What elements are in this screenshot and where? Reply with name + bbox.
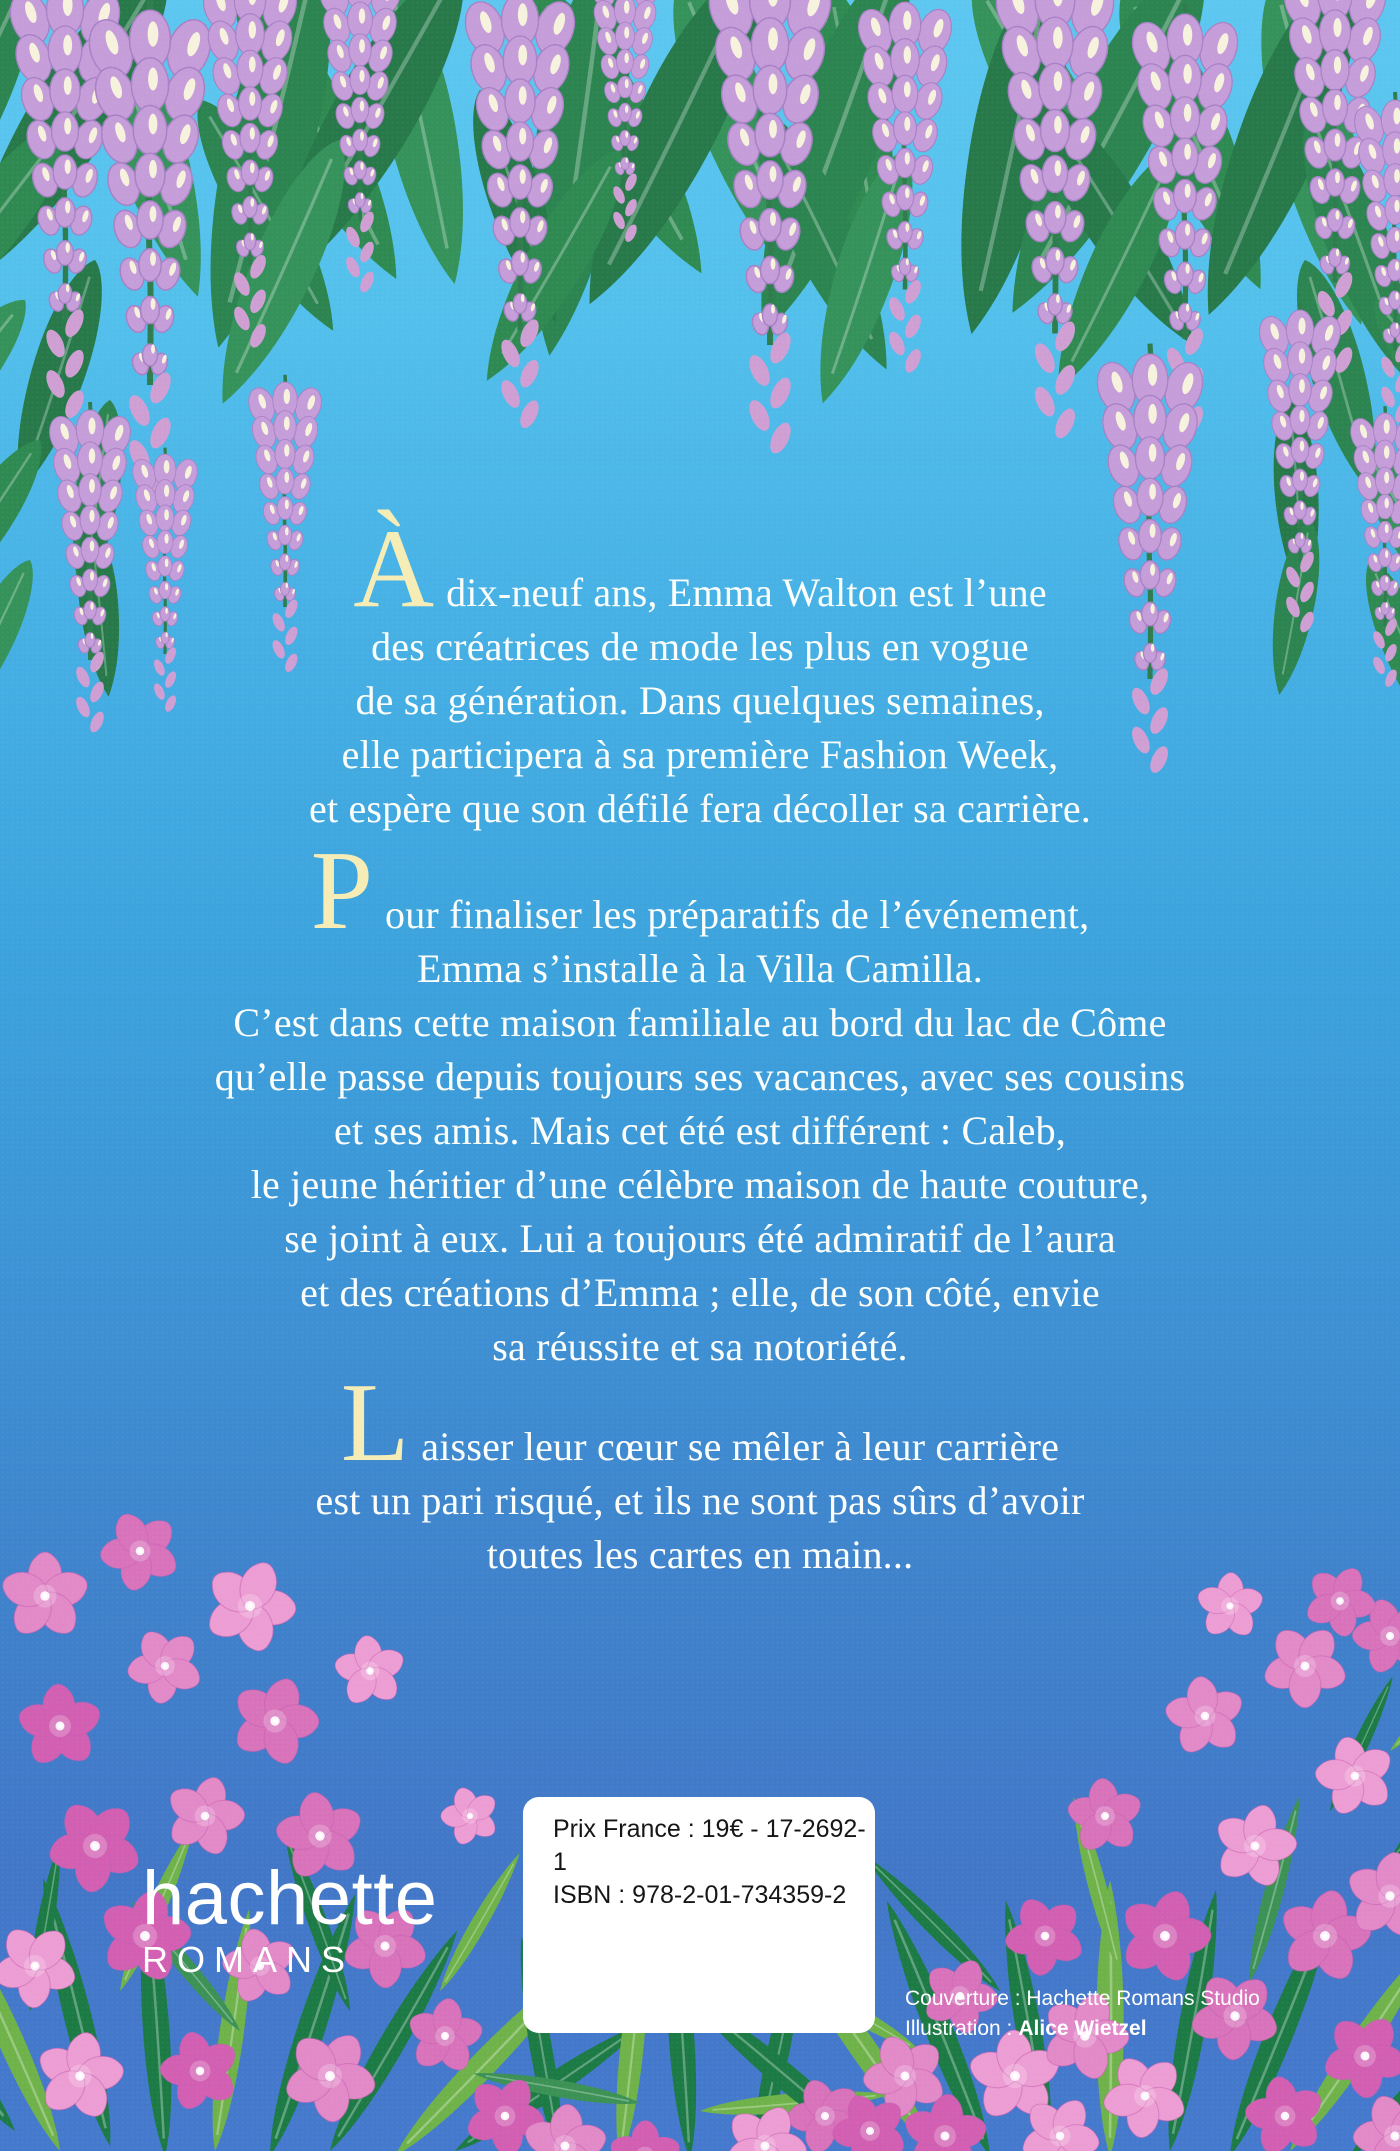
dropcap-l: L: [340, 1361, 410, 1485]
synopsis-line: se joint à eux. Lui a toujours été admiratif de l’aura: [284, 1216, 1116, 1261]
credit-cover: Couverture : Hachette Romans Studio: [905, 1987, 1260, 2010]
synopsis-paragraph-3: [0, 1361, 1400, 1582]
leaf-blade: [433, 1849, 526, 1995]
synopsis-paragraph-1: [0, 507, 1400, 836]
synopsis-line-text: dix-neuf ans, Emma Walton est l’une: [446, 570, 1047, 615]
synopsis-line: [0, 507, 1400, 631]
synopsis-line: est un pari risqué, et ils ne sont pas sûrs d’avoir: [315, 1478, 1085, 1523]
pink-flower: [120, 1622, 210, 1709]
synopsis-line-text: aisser leur cœur se mêler à leur carrière: [421, 1424, 1060, 1469]
pink-flower: [327, 1627, 413, 1716]
price-isbn-box: [523, 1797, 875, 2033]
pink-flower: [1150, 1661, 1260, 1773]
pink-flower: [212, 1657, 339, 1785]
synopsis-line: [0, 1361, 1400, 1485]
synopsis-line: Emma s’installe à la Villa Camilla.: [417, 946, 983, 991]
dropcap-p: P: [310, 829, 374, 953]
publisher-name: hachette: [142, 1856, 438, 1941]
synopsis-line: de sa génération. Dans quelques semaines,: [355, 678, 1045, 723]
credits: [905, 1984, 1260, 2044]
synopsis-line: et ses amis. Mais cet été est différent : Caleb,: [334, 1108, 1066, 1153]
synopsis-line: et espère que son défilé fera décoller sa carrière.: [309, 786, 1091, 831]
price-line: Prix France : 19€ - 17-2692-1: [553, 1815, 866, 1876]
synopsis-line: le jeune héritier d’une célèbre maison de haute couture,: [250, 1162, 1150, 1207]
pink-flower: [0, 1664, 121, 1786]
publisher-logo: [142, 1856, 438, 1980]
credit-illustration-name: Alice Wietzel: [1018, 2017, 1147, 2040]
synopsis-line-text: our finaliser les préparatifs de l’événement,: [385, 892, 1090, 937]
pink-flower: [1059, 1768, 1151, 1863]
isbn-line: ISBN : 978-2-01-734359-2: [553, 1881, 847, 1909]
pink-flower: [1304, 1727, 1400, 1826]
synopsis-line: des créatrices de mode les plus en vogue: [371, 624, 1029, 669]
pink-flower: [427, 1773, 512, 1858]
synopsis-line: elle participera à sa première Fashion Week,: [341, 732, 1059, 777]
dropcap-a: À: [353, 507, 435, 631]
synopsis-line: et des créations d’Emma ; elle, de son côté, envie: [300, 1270, 1100, 1315]
synopsis-line: qu’elle passe depuis toujours ses vacances, avec ses cousins: [214, 1054, 1186, 1099]
synopsis-line: C’est dans cette maison familiale au bord du lac de Côme: [233, 1000, 1167, 1045]
pink-flower: [1352, 2090, 1400, 2151]
credit-illustration-label: Illustration :: [905, 2017, 1013, 2040]
publisher-imprint: ROMANS: [142, 1939, 355, 1980]
synopsis-paragraph-2: [0, 829, 1400, 1374]
synopsis-line: toutes les cartes en main...: [486, 1532, 914, 1577]
synopsis-line: [0, 829, 1400, 953]
synopsis-line: sa réussite et sa notoriété.: [492, 1324, 908, 1369]
credit-illustration: [905, 2014, 1260, 2044]
pink-flower: [153, 1766, 257, 1867]
leaf-blade: [1386, 1657, 1400, 1756]
